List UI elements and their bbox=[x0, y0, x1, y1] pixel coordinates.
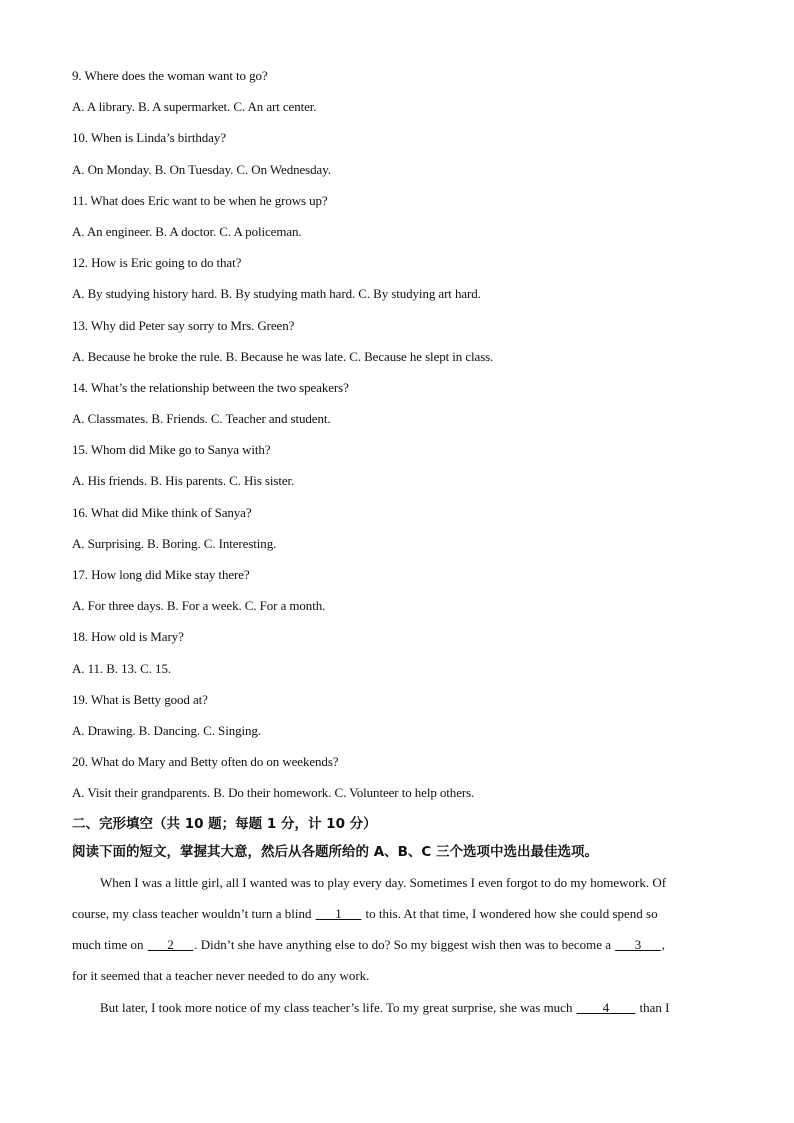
passage-text: , bbox=[661, 937, 666, 953]
question-list bbox=[72, 60, 722, 809]
answer-options: A. By studying history hard. B. By studying math hard. C. By studying art hard. bbox=[72, 286, 481, 302]
passage-text: to this. At that time, I wondered how she could spend so bbox=[365, 905, 658, 921]
document-page bbox=[72, 60, 722, 1023]
answer-options: A. Classmates. B. Friends. C. Teacher and student. bbox=[72, 411, 331, 427]
passage-text: course, my class teacher wouldn’t turn a blind bbox=[72, 905, 312, 921]
answer-options: A. Visit their grandparents. B. Do their homework. C. Volunteer to help others. bbox=[72, 785, 475, 801]
question-text: 11. What does Eric want to be when he grows up? bbox=[72, 192, 328, 208]
answer-options: A. For three days. B. For a week. C. For a month. bbox=[72, 598, 326, 614]
question-text: 18. How old is Mary? bbox=[72, 629, 184, 645]
section-heading: 二、完形填空（共 10 题；每题 1 分，计 10 分） bbox=[72, 815, 377, 832]
cloze-passage bbox=[72, 867, 722, 1023]
question-text: 14. What’s the relationship between the two speakers? bbox=[72, 379, 349, 395]
question-text: 15. Whom did Mike go to Sanya with? bbox=[72, 442, 271, 458]
question-text: 17. How long did Mike stay there? bbox=[72, 567, 250, 582]
passage-line bbox=[72, 867, 722, 898]
passage-text: But later, I took more notice of my class teacher’s life. To my great surprise, she was much bbox=[100, 999, 573, 1015]
question-text: 9. Where does the woman want to go? bbox=[72, 68, 268, 83]
answer-options: A. Drawing. B. Dancing. C. Singing. bbox=[72, 722, 261, 738]
passage-text: . Didn’t she have anything else to do? So my biggest wish then was to become a bbox=[194, 937, 612, 953]
question-text: 20. What do Mary and Betty often do on weekends? bbox=[72, 754, 339, 770]
question-text: 19. What is Betty good at? bbox=[72, 691, 208, 707]
answer-options: A. 11. B. 13. C. 15. bbox=[72, 660, 171, 676]
answer-options: A. An engineer. B. A doctor. C. A policeman. bbox=[72, 223, 302, 239]
passage-text: for it seemed that a teacher never needed to do any work. bbox=[72, 968, 370, 984]
answer-options: A. Surprising. B. Boring. C. Interesting. bbox=[72, 535, 277, 551]
passage-line bbox=[72, 960, 722, 991]
passage-text: much time on bbox=[72, 937, 144, 953]
question-text: 16. What did Mike think of Sanya? bbox=[72, 504, 252, 520]
answer-options: A. His friends. B. His parents. C. His sister. bbox=[72, 473, 295, 489]
cloze-blank-2: ___2___ bbox=[147, 937, 194, 953]
question-text: 10. When is Linda’s birthday? bbox=[72, 130, 226, 146]
passage-line bbox=[72, 929, 722, 960]
passage-text: When I was a little girl, all I wanted was to play every day. Sometimes I even forgot to do my homework. Of bbox=[100, 874, 667, 890]
answer-options: A. A library. B. A supermarket. C. An art center. bbox=[72, 99, 317, 115]
cloze-blank-3: ___3___ bbox=[615, 937, 661, 953]
question-text: 12. How is Eric going to do that? bbox=[72, 255, 242, 271]
question-text: 13. Why did Peter say sorry to Mrs. Green? bbox=[72, 317, 295, 333]
passage-line bbox=[72, 898, 722, 929]
answer-options: A. Because he broke the rule. B. Because he was late. C. Because he slept in class. bbox=[72, 348, 494, 364]
cloze-blank-4: ____4____ bbox=[576, 999, 636, 1015]
passage-text: than I bbox=[639, 999, 670, 1015]
cloze-blank-1: ___1___ bbox=[315, 905, 362, 921]
passage-line bbox=[72, 992, 722, 1023]
section-instruction: 阅读下面的短文，掌握其大意，然后从各题所给的 A、B、C 三个选项中选出最佳选项。 bbox=[72, 843, 599, 860]
answer-options: A. On Monday. B. On Tuesday. C. On Wednesday. bbox=[72, 161, 331, 177]
